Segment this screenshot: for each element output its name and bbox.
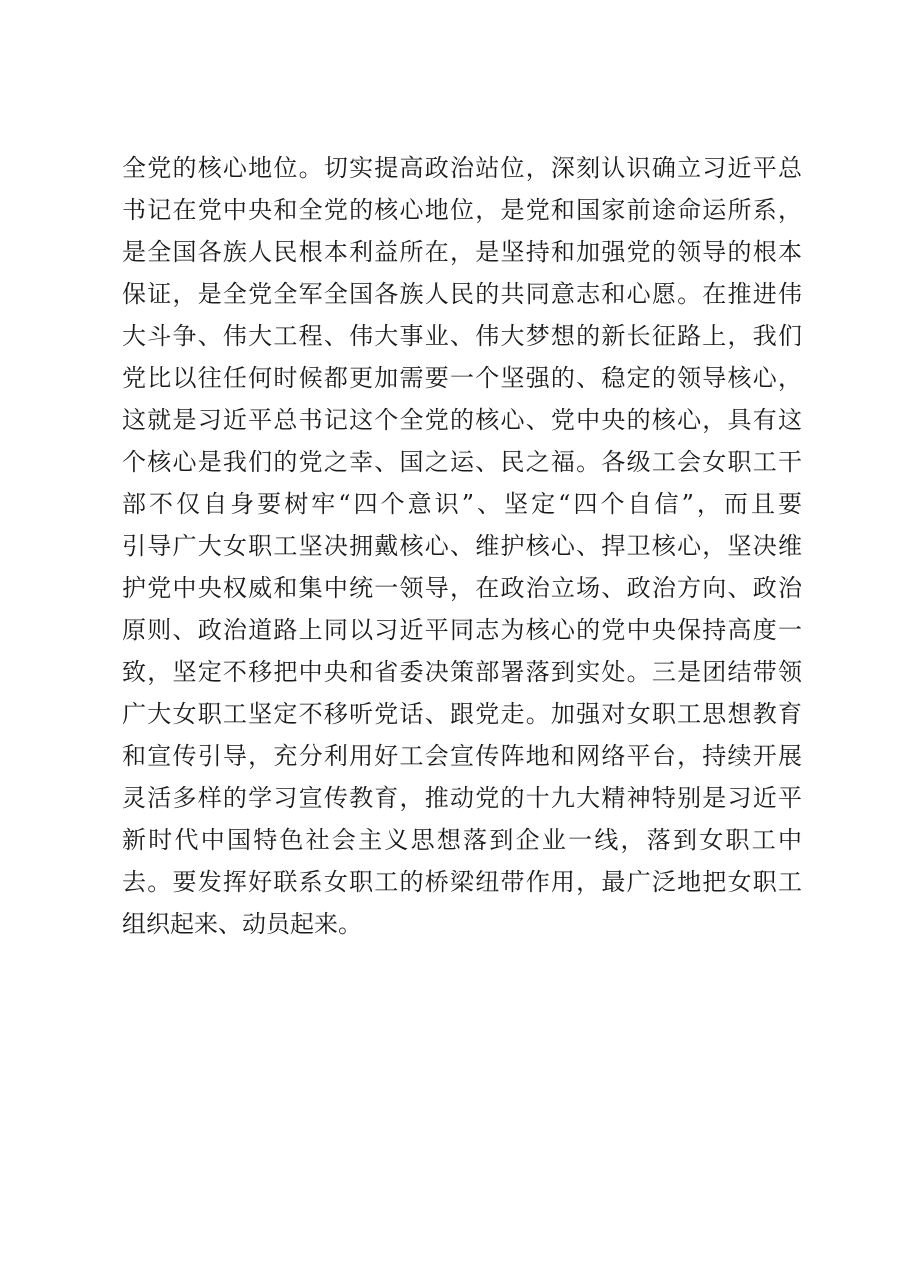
text-line: 去。要发挥好联系女职工的桥梁纽带作用，最广泛地把女职工 xyxy=(122,868,802,896)
text-line: 党比以往任何时候都更加需要一个坚强的、稳定的领导核心， xyxy=(122,364,802,392)
text-line: 书记在党中央和全党的核心地位，是党和国家前途命运所系， xyxy=(122,196,802,224)
text-line: 这就是习近平总书记这个全党的核心、党中央的核心，具有这 xyxy=(122,406,802,434)
text-line: 和宣传引导，充分利用好工会宣传阵地和网络平台，持续开展 xyxy=(122,742,802,770)
text-line: 广大女职工坚定不移听党话、跟党走。加强对女职工思想教育 xyxy=(122,700,802,728)
text-line: 个核心是我们的党之幸、国之运、民之福。各级工会女职工干 xyxy=(122,448,802,476)
text-line: 护党中央权威和集中统一领导，在政治立场、政治方向、政治 xyxy=(122,574,802,602)
text-line: 是全国各族人民根本利益所在，是坚持和加强党的领导的根本 xyxy=(122,238,802,266)
body-paragraph xyxy=(122,147,802,945)
text-line: 灵活多样的学习宣传教育，推动党的十九大精神特别是习近平 xyxy=(122,784,802,812)
text-line: 部不仅自身要树牢“四个意识”、坚定“四个自信”，而且要 xyxy=(122,490,802,518)
text-line: 保证，是全党全军全国各族人民的共同意志和心愿。在推进伟 xyxy=(122,280,802,308)
text-line: 原则、政治道路上同以习近平同志为核心的党中央保持高度一 xyxy=(122,616,802,644)
text-line: 致，坚定不移把中央和省委决策部署落到实处。三是团结带领 xyxy=(122,658,802,686)
text-line: 引导广大女职工坚决拥戴核心、维护核心、捍卫核心，坚决维 xyxy=(122,532,802,560)
text-line: 大斗争、伟大工程、伟大事业、伟大梦想的新长征路上，我们 xyxy=(122,322,802,350)
text-line: 全党的核心地位。切实提高政治站位，深刻认识确立习近平总 xyxy=(122,154,802,182)
text-line: 新时代中国特色社会主义思想落到企业一线，落到女职工中 xyxy=(122,826,802,854)
text-line: 组织起来、动员起来。 xyxy=(122,910,362,938)
